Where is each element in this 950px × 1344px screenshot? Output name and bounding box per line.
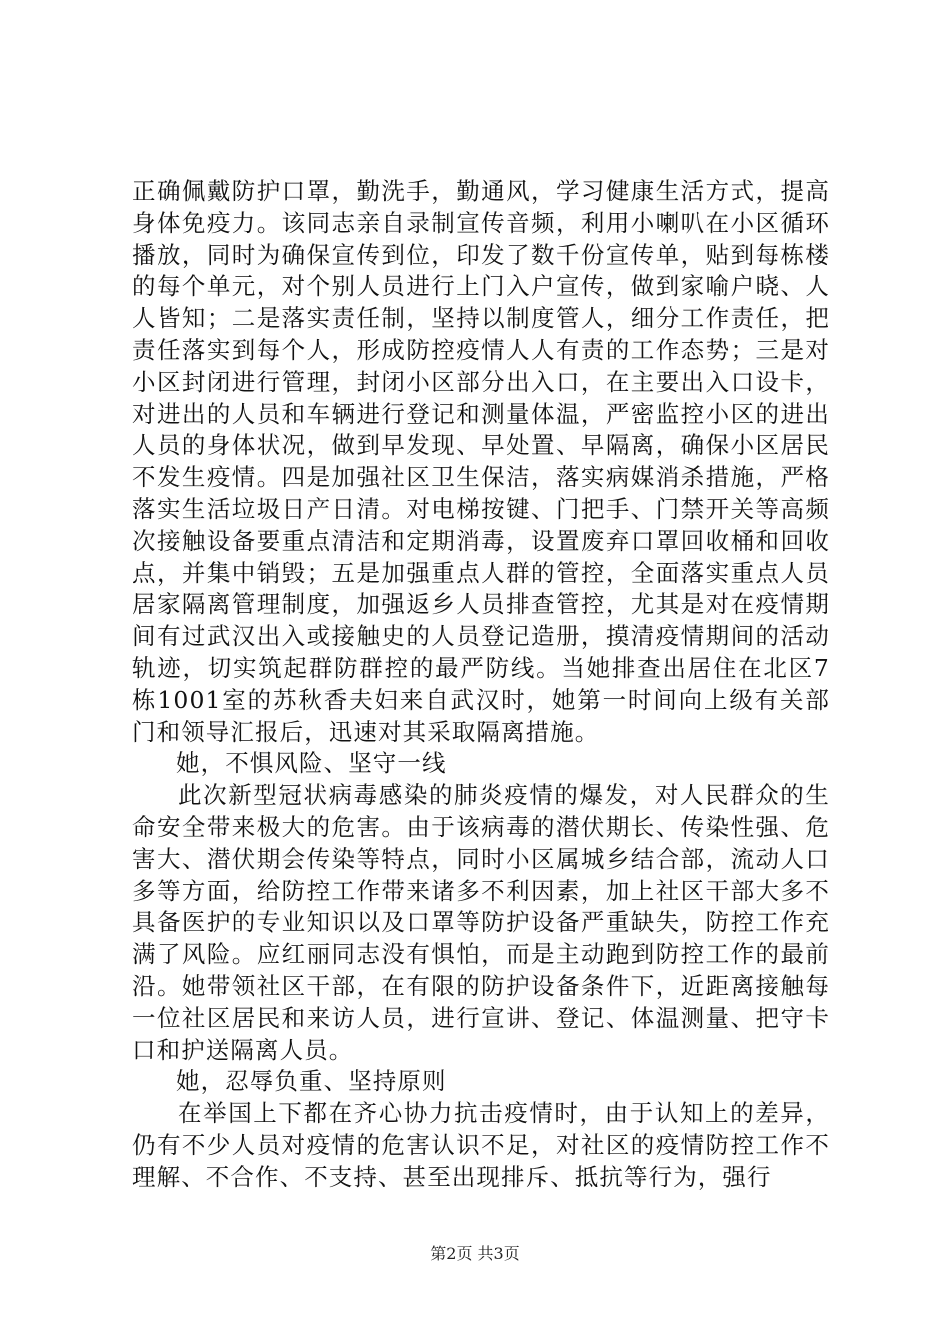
body-paragraph: 在举国上下都在齐心协力抗击疫情时，由于认知上的差异，仍有不少人员对疫情的危害认识不足，对社区的疫情防控工作不理解、不合作、不支持、甚至出现排斥、抵抗等行为，强行 bbox=[132, 1099, 830, 1191]
document-body bbox=[132, 176, 830, 1194]
body-paragraph: 正确佩戴防护口罩，勤洗手，勤通风，学习健康生活方式，提高身体免疫力。该同志亲自录制宣传音频，利用小喇叭在小区循环播放，同时为确保宣传到位，印发了数千份宣传单，贴到每栋楼的每个单元，对个别人员进行上门入户宣传，做到家喻户晓、人人皆知；二是落实责任制，坚持以制度管人，细分工作责任，把责任落实到每个人，形成防控疫情人人有责的工作态势；三是对小区封闭进行管理，封闭小区部分出入口，在主要出入口设卡，对进出的人员和车辆进行登记和测量体温，严密监控小区的进出人员的身体状况，做到早发现、早处置、早隔离，确保小区居民不发生疫情。四是加强社区卫生保洁，落实病媒消杀措施，严格落实生活垃圾日产日清。对电梯按键、门把手、门禁开关等高频次接触设备要重点清洁和定期消毒，设置废弃口罩回收桶和回收点，并集中销毁；五是加强重点人群的管控，全面落实重点人员居家隔离管理制度，加强返乡人员排查管控，尤其是对在疫情期间有过武汉出入或接触史的人员登记造册，摸清疫情期间的活动轨迹，切实筑起群防群控的最严防线。当她排查出居住在北区7栋1001室的苏秋香夫妇来自武汉时，她第一时间向上级有关部门和领导汇报后，迅速对其采取隔离措施。 bbox=[132, 177, 830, 746]
page-footer: 第2页 共3页 bbox=[430, 1244, 520, 1263]
body-paragraph: 此次新型冠状病毒感染的肺炎疫情的爆发，对人民群众的生命安全带来极大的危害。由于该病毒的潜伏期长、传染性强、危害大、潜伏期会传染等特点，同时小区属城乡结合部，流动人口多等方面，给防控工作带来诸多不利因素，加上社区干部大多不具备医护的专业知识以及口罩等防护设备严重缺失，防控工作充满了风险。应红丽同志没有惧怕，而是主动跑到防控工作的最前沿。她带领社区干部，在有限的防护设备条件下，近距离接触每一位社区居民和来访人员，进行宣讲、登记、体温测量、把守卡口和护送隔离人员。 bbox=[132, 781, 830, 1064]
section-heading: 她，不惧风险、坚守一线 bbox=[176, 749, 447, 778]
section-heading: 她，忍辱负重、坚持原则 bbox=[176, 1067, 447, 1096]
